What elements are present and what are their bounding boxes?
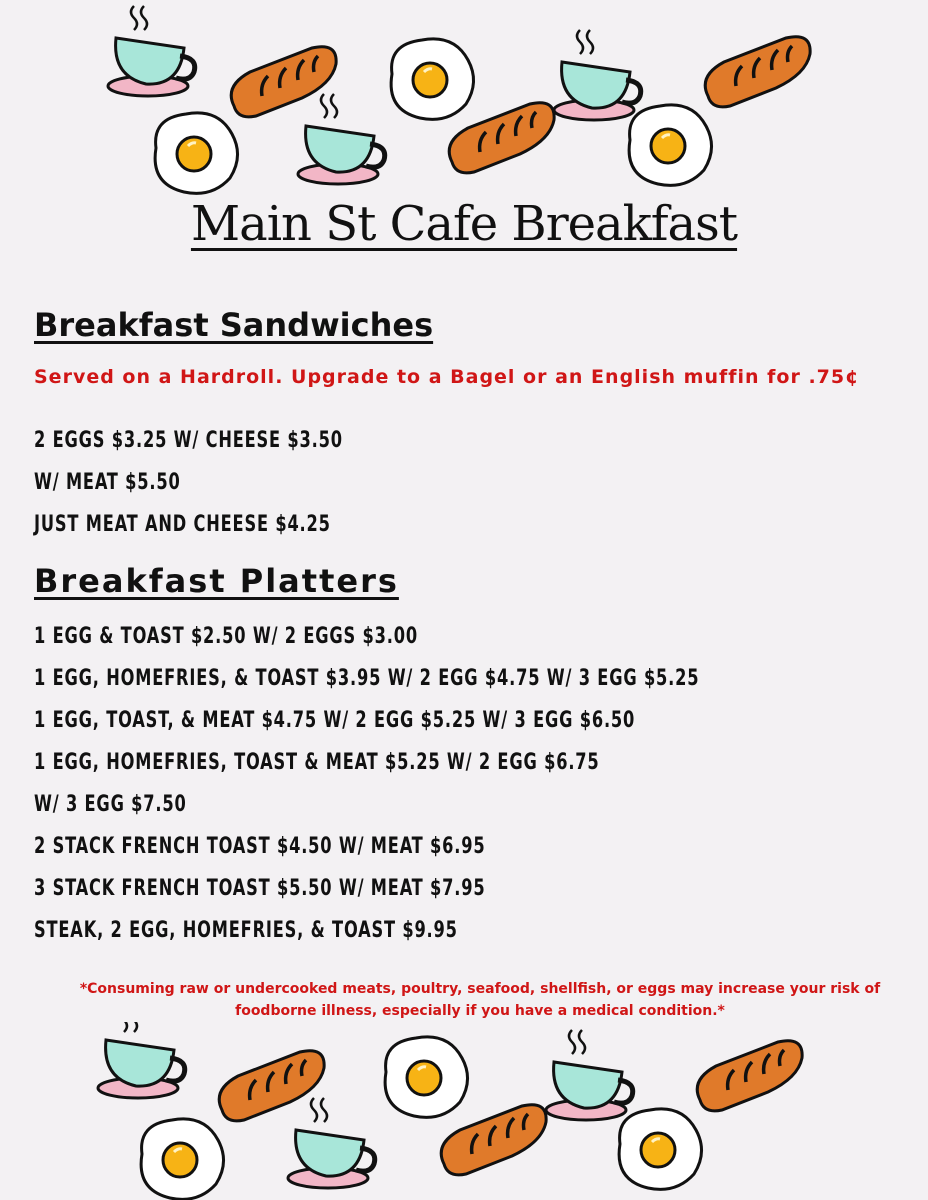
section-heading-platters: Breakfast Platters <box>34 562 399 600</box>
bread-icon <box>705 37 810 107</box>
menu-item: 1 EGG & TOAST $2.50 W/ 2 EGGS $3.00 <box>34 624 418 649</box>
coffee-cup-icon <box>546 1030 633 1120</box>
fried-egg-icon <box>619 1109 701 1190</box>
coffee-cup-icon <box>298 94 385 184</box>
sandwich-note: Served on a Hardroll. Upgrade to a Bagel or an English muffin for .75¢ <box>34 366 860 388</box>
bread-icon <box>219 1051 324 1121</box>
food-safety-warning: *Consuming raw or undercooked meats, poultry, seafood, shellfish, or eggs may increase your risk of foodborne illness, especially if you have a medical condition.* <box>79 981 881 1019</box>
bottom-food-decoration <box>0 1022 928 1200</box>
fried-egg-icon <box>155 113 237 194</box>
section-heading-sandwiches: Breakfast Sandwiches <box>34 306 434 344</box>
top-food-decoration <box>0 0 928 200</box>
bread-icon <box>231 47 336 117</box>
bread-icon <box>449 103 554 173</box>
coffee-cup-icon <box>288 1098 375 1188</box>
menu-title <box>0 196 928 252</box>
menu-item: 2 EGGS $3.25 W/ CHEESE $3.50 <box>34 428 343 453</box>
fried-egg-icon <box>629 105 711 186</box>
coffee-cup-icon <box>108 6 195 96</box>
menu-item: W/ MEAT $5.50 <box>34 470 181 495</box>
fried-egg-icon <box>391 39 473 120</box>
menu-item: 1 EGG, TOAST, & MEAT $4.75 W/ 2 EGG $5.25 W/ 3 EGG $6.50 <box>34 708 636 733</box>
menu-item: JUST MEAT AND CHEESE $4.25 <box>34 512 331 537</box>
coffee-cup-icon <box>554 30 641 120</box>
menu-item: 1 EGG, HOMEFRIES, TOAST & MEAT $5.25 W/ 2 EGG $6.75 <box>34 750 600 775</box>
menu-item: STEAK, 2 EGG, HOMEFRIES, & TOAST $9.95 <box>34 918 458 943</box>
menu-item: 3 STACK FRENCH TOAST $5.50 W/ MEAT $7.95 <box>34 876 486 901</box>
bread-icon <box>697 1041 802 1111</box>
menu-item: 2 STACK FRENCH TOAST $4.50 W/ MEAT $6.95 <box>34 834 486 859</box>
menu-title-text: Main St Cafe Breakfast <box>190 196 738 252</box>
coffee-cup-icon <box>98 1022 185 1098</box>
fried-egg-icon <box>141 1119 223 1200</box>
sandwich-list <box>34 420 411 546</box>
platter-list <box>34 616 845 952</box>
bread-icon <box>441 1105 546 1175</box>
menu-item: W/ 3 EGG $7.50 <box>34 792 187 817</box>
fried-egg-icon <box>385 1037 467 1118</box>
menu-item: 1 EGG, HOMEFRIES, & TOAST $3.95 W/ 2 EGG $4.75 W/ 3 EGG $5.25 <box>34 666 700 691</box>
